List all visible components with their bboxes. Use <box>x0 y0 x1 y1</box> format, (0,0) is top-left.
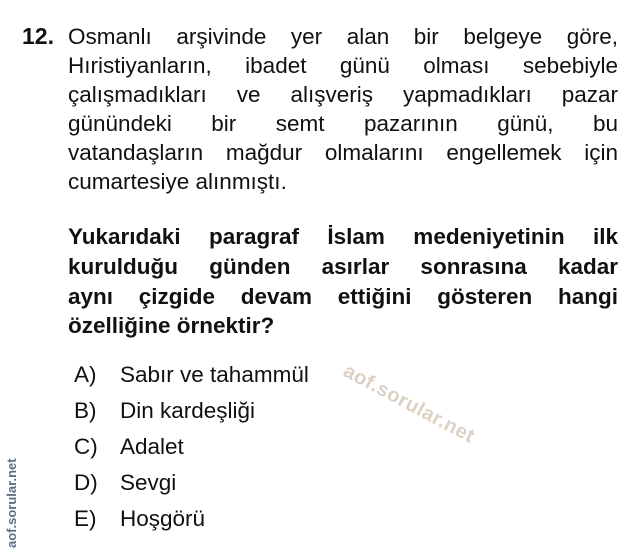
option-c[interactable] <box>74 433 184 461</box>
option-text: Sabır ve tahammül <box>120 362 309 387</box>
option-letter: C) <box>74 434 98 459</box>
option-letter: E) <box>74 506 97 531</box>
option-letter: D) <box>74 470 98 495</box>
prompt-line: Yukarıdaki paragraf İslam medeniyetinin ilk <box>68 224 618 249</box>
stem-line: Hıristiyanların, ibadet günü olması sebebiyle <box>68 53 618 78</box>
stem-line: cumartesiye alınmıştı. <box>68 169 287 194</box>
stem-line: vatandaşların mağdur olmalarını engellemek için <box>68 140 618 165</box>
prompt-line: aynı çizgide devam ettiğini gösteren hangi <box>68 284 618 309</box>
option-letter: A) <box>74 362 97 387</box>
option-letter: B) <box>74 398 97 423</box>
option-b[interactable] <box>74 397 255 425</box>
stem-line: Osmanlı arşivinde yer alan bir belgeye göre, <box>68 24 618 49</box>
watermark-side: aof.sorular.net <box>4 458 19 548</box>
watermark-center: aof.sorular.net <box>339 360 479 448</box>
stem-line: günündeki bir semt pazarının günü, bu <box>68 111 618 136</box>
option-e[interactable] <box>74 505 205 533</box>
option-d[interactable] <box>74 469 176 497</box>
option-text: Din kardeşliği <box>120 398 256 423</box>
stem-line: çalışmadıkları ve alışveriş yapmadıkları pazar <box>68 82 618 107</box>
option-text: Adalet <box>120 434 184 459</box>
option-a[interactable] <box>74 361 309 389</box>
option-text: Sevgi <box>120 470 177 495</box>
option-text: Hoşgörü <box>120 506 206 531</box>
prompt-line: kurulduğu günden asırlar sonrasına kadar <box>68 254 618 279</box>
prompt-line: özelliğine örnektir? <box>68 313 275 338</box>
question-number: 12. <box>22 23 54 49</box>
